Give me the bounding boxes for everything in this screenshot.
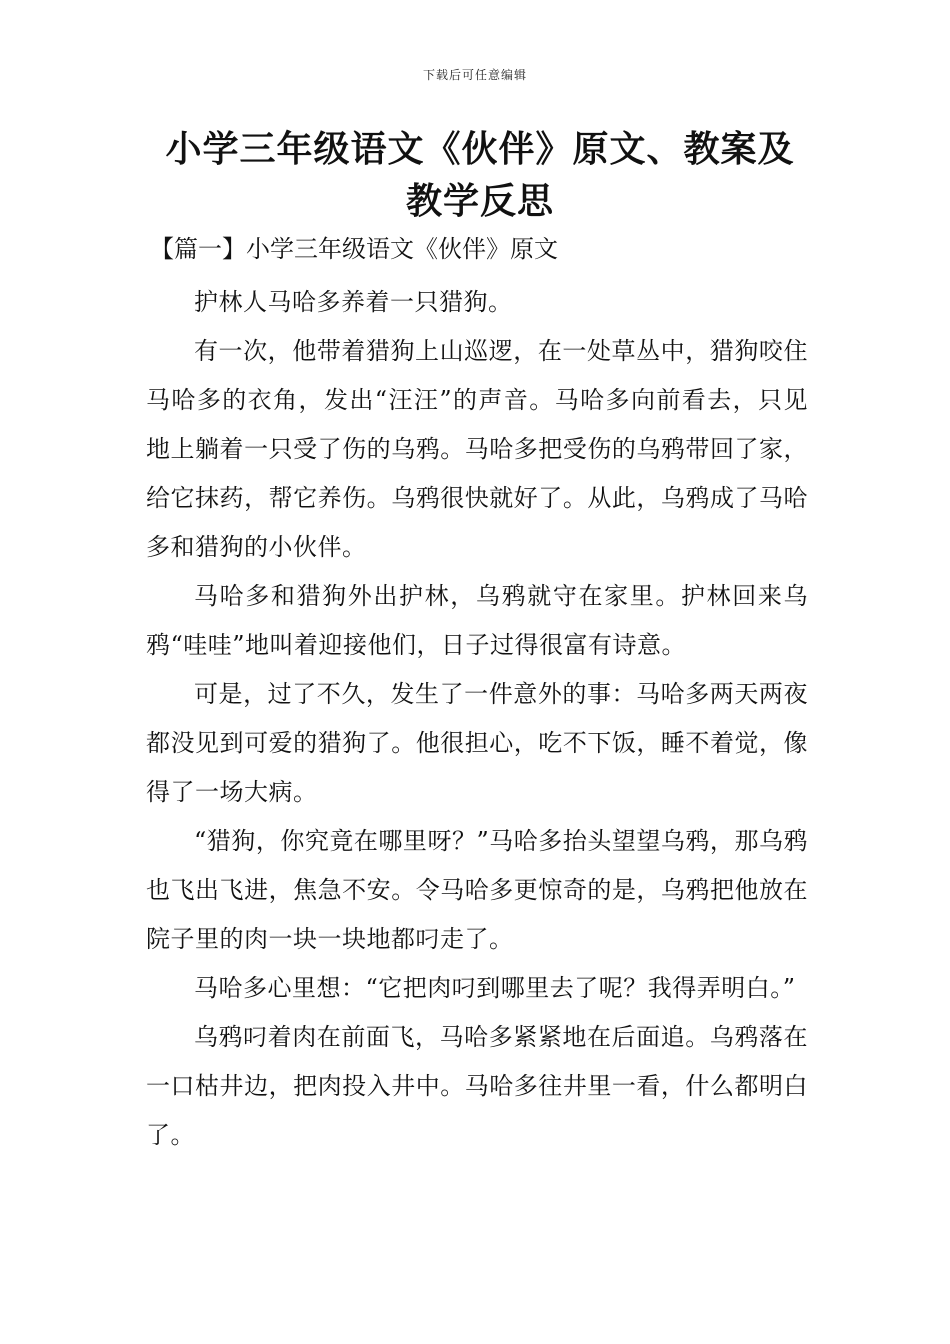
article-body (146, 278, 808, 1160)
paragraph: 马哈多和猎狗外出护林，乌鸦就守在家里。护林回来乌鸦“哇哇”地叫着迎接他们，日子过得很富有诗意。 (146, 582, 808, 659)
header-note: 下载后可任意编辑 (422, 68, 527, 82)
section-heading: 【篇一】小学三年级语文《伙伴》原文 (150, 235, 558, 263)
document-title: 小学三年级语文《伙伴》原文、教案及教学反思 (165, 129, 795, 222)
paragraph: “猎狗，你究竟在哪里呀？”马哈多抬头望望乌鸦，那乌鸦也飞出飞进，焦急不安。令马哈多更惊奇的是，乌鸦把他放在院子里的肉一块一块地都叼走了。 (146, 827, 808, 953)
paragraph: 马哈多心里想：“它把肉叼到哪里去了呢？我得弄明白。” (194, 974, 796, 1002)
paragraph: 护林人马哈多养着一只猎狗。 (194, 288, 513, 316)
paragraph: 可是，过了不久，发生了一件意外的事：马哈多两天两夜都没见到可爱的猎狗了。他很担心，吃不下饭，睡不着觉，像得了一场大病。 (146, 680, 808, 806)
paragraph: 乌鸦叼着肉在前面飞，马哈多紧紧地在后面追。乌鸦落在一口枯井边，把肉投入井中。马哈多往井里一看，什么都明白了。 (146, 1023, 808, 1149)
paragraph: 有一次，他带着猎狗上山巡逻，在一处草丛中，猎狗咬住马哈多的衣角，发出“汪汪”的声音。马哈多向前看去，只见地上躺着一只受了伤的乌鸦。马哈多把受伤的乌鸦带回了家，给它抹药，帮它养伤。乌鸦很快就好了。从此，乌鸦成了马哈多和猎狗的小伙伴。 (146, 337, 808, 561)
